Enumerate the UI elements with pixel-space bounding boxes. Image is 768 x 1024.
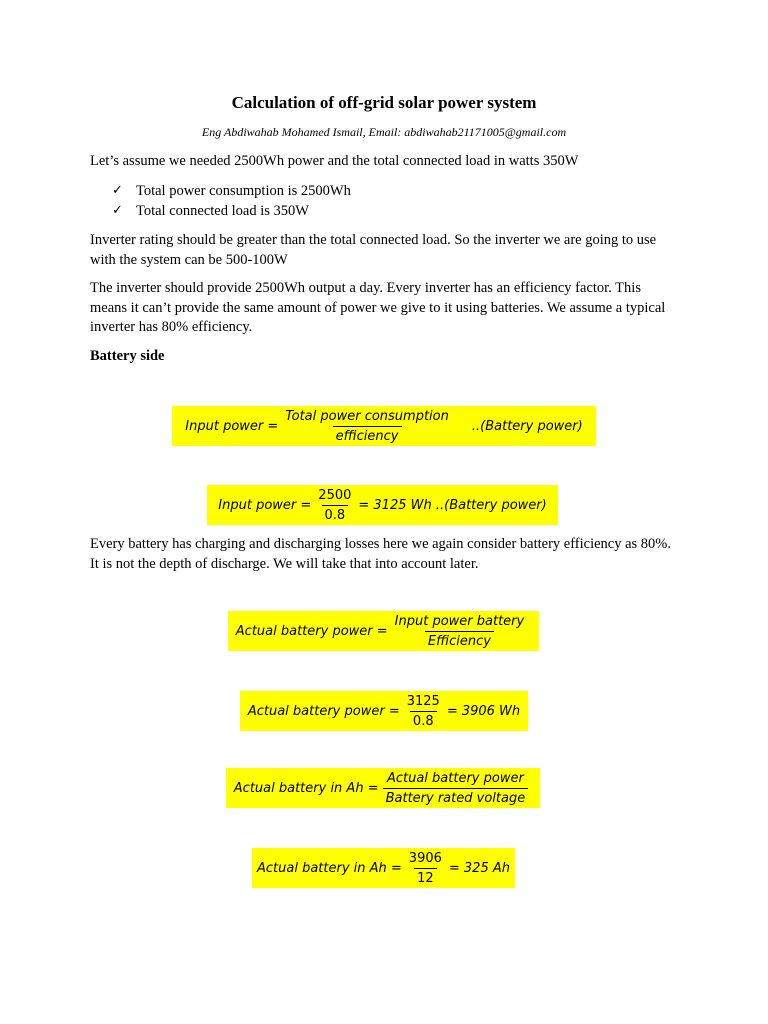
equation-fraction [404,694,443,729]
fraction-numerator: Input power battery [394,613,525,629]
equation-fraction [383,771,529,806]
equation-rhs: = 3906 Wh [446,703,521,719]
equation-lhs: Actual battery in Ah = [233,780,379,796]
fraction-denominator: 12 [414,868,437,886]
equation-rhs: = 325 Ah [448,860,510,876]
equation-input-power-value [207,485,558,525]
fraction-numerator: 2500 [318,487,352,503]
equation-rhs: ..(Battery power) [471,418,583,434]
inverter-efficiency-paragraph: The inverter should provide 2500Wh output a day. Every inverter has an efficiency factor. This means it can’t provide the same amount of power we give to it using batteries. We assume a typical inverter has 80% efficiency. [90,280,666,335]
equation-actual-battery-power [228,611,539,651]
list-item [112,181,351,201]
fraction-numerator: Actual battery power [386,770,524,786]
check-list [112,181,351,221]
list-item-text: Total power consumption is 2500Wh [136,183,351,199]
document-title: Calculation of off-grid solar power system [231,93,537,112]
equation-actual-battery-ah [226,768,540,808]
battery-losses-paragraph: Every battery has charging and discharging losses here we again consider battery efficiency as 80%. It is not the depth of discharge. We will take that into account later. [90,536,672,572]
fraction-numerator: 3906 [408,850,442,866]
list-item [112,201,351,221]
equation-fraction [282,409,452,444]
fraction-denominator: Battery rated voltage [383,788,529,806]
fraction-numerator: Total power consumption [285,408,449,424]
equation-lhs: Actual battery in Ah = [256,860,402,876]
equation-lhs: Actual battery power = [235,623,388,639]
author-line: Eng Abdiwahab Mohamed Ismail, Email: abdiwahab21171005@gmail.com [201,125,567,139]
fraction-denominator: efficiency [333,426,402,444]
fraction-denominator: 0.8 [322,505,349,523]
list-item-text: Total connected load is 350W [136,203,309,219]
checkmark-icon: ✓ [112,203,123,218]
fraction-numerator: 3125 [406,693,440,709]
equation-input-power [172,406,596,446]
equation-actual-battery-ah-value [252,848,515,888]
equation-lhs: Input power = [218,497,312,513]
fraction-denominator: 0.8 [410,711,437,729]
equation-fraction [392,614,528,649]
equation-actual-battery-power-value [240,691,528,731]
equation-fraction [406,851,445,886]
checkmark-icon: ✓ [112,183,123,198]
battery-side-heading: Battery side [90,348,165,364]
equation-fraction [315,488,354,523]
inverter-rating-paragraph: Inverter rating should be greater than the total connected load. So the inverter we are going to use with the system can be 500-100W [90,232,657,268]
fraction-denominator: Efficiency [425,631,494,649]
equation-lhs: Actual battery power = [247,703,400,719]
intro-paragraph: Let’s assume we needed 2500Wh power and the total connected load in watts 350W [90,153,579,169]
equation-rhs: = 3125 Wh ..(Battery power) [358,497,547,513]
equation-lhs: Input power = [185,418,279,434]
